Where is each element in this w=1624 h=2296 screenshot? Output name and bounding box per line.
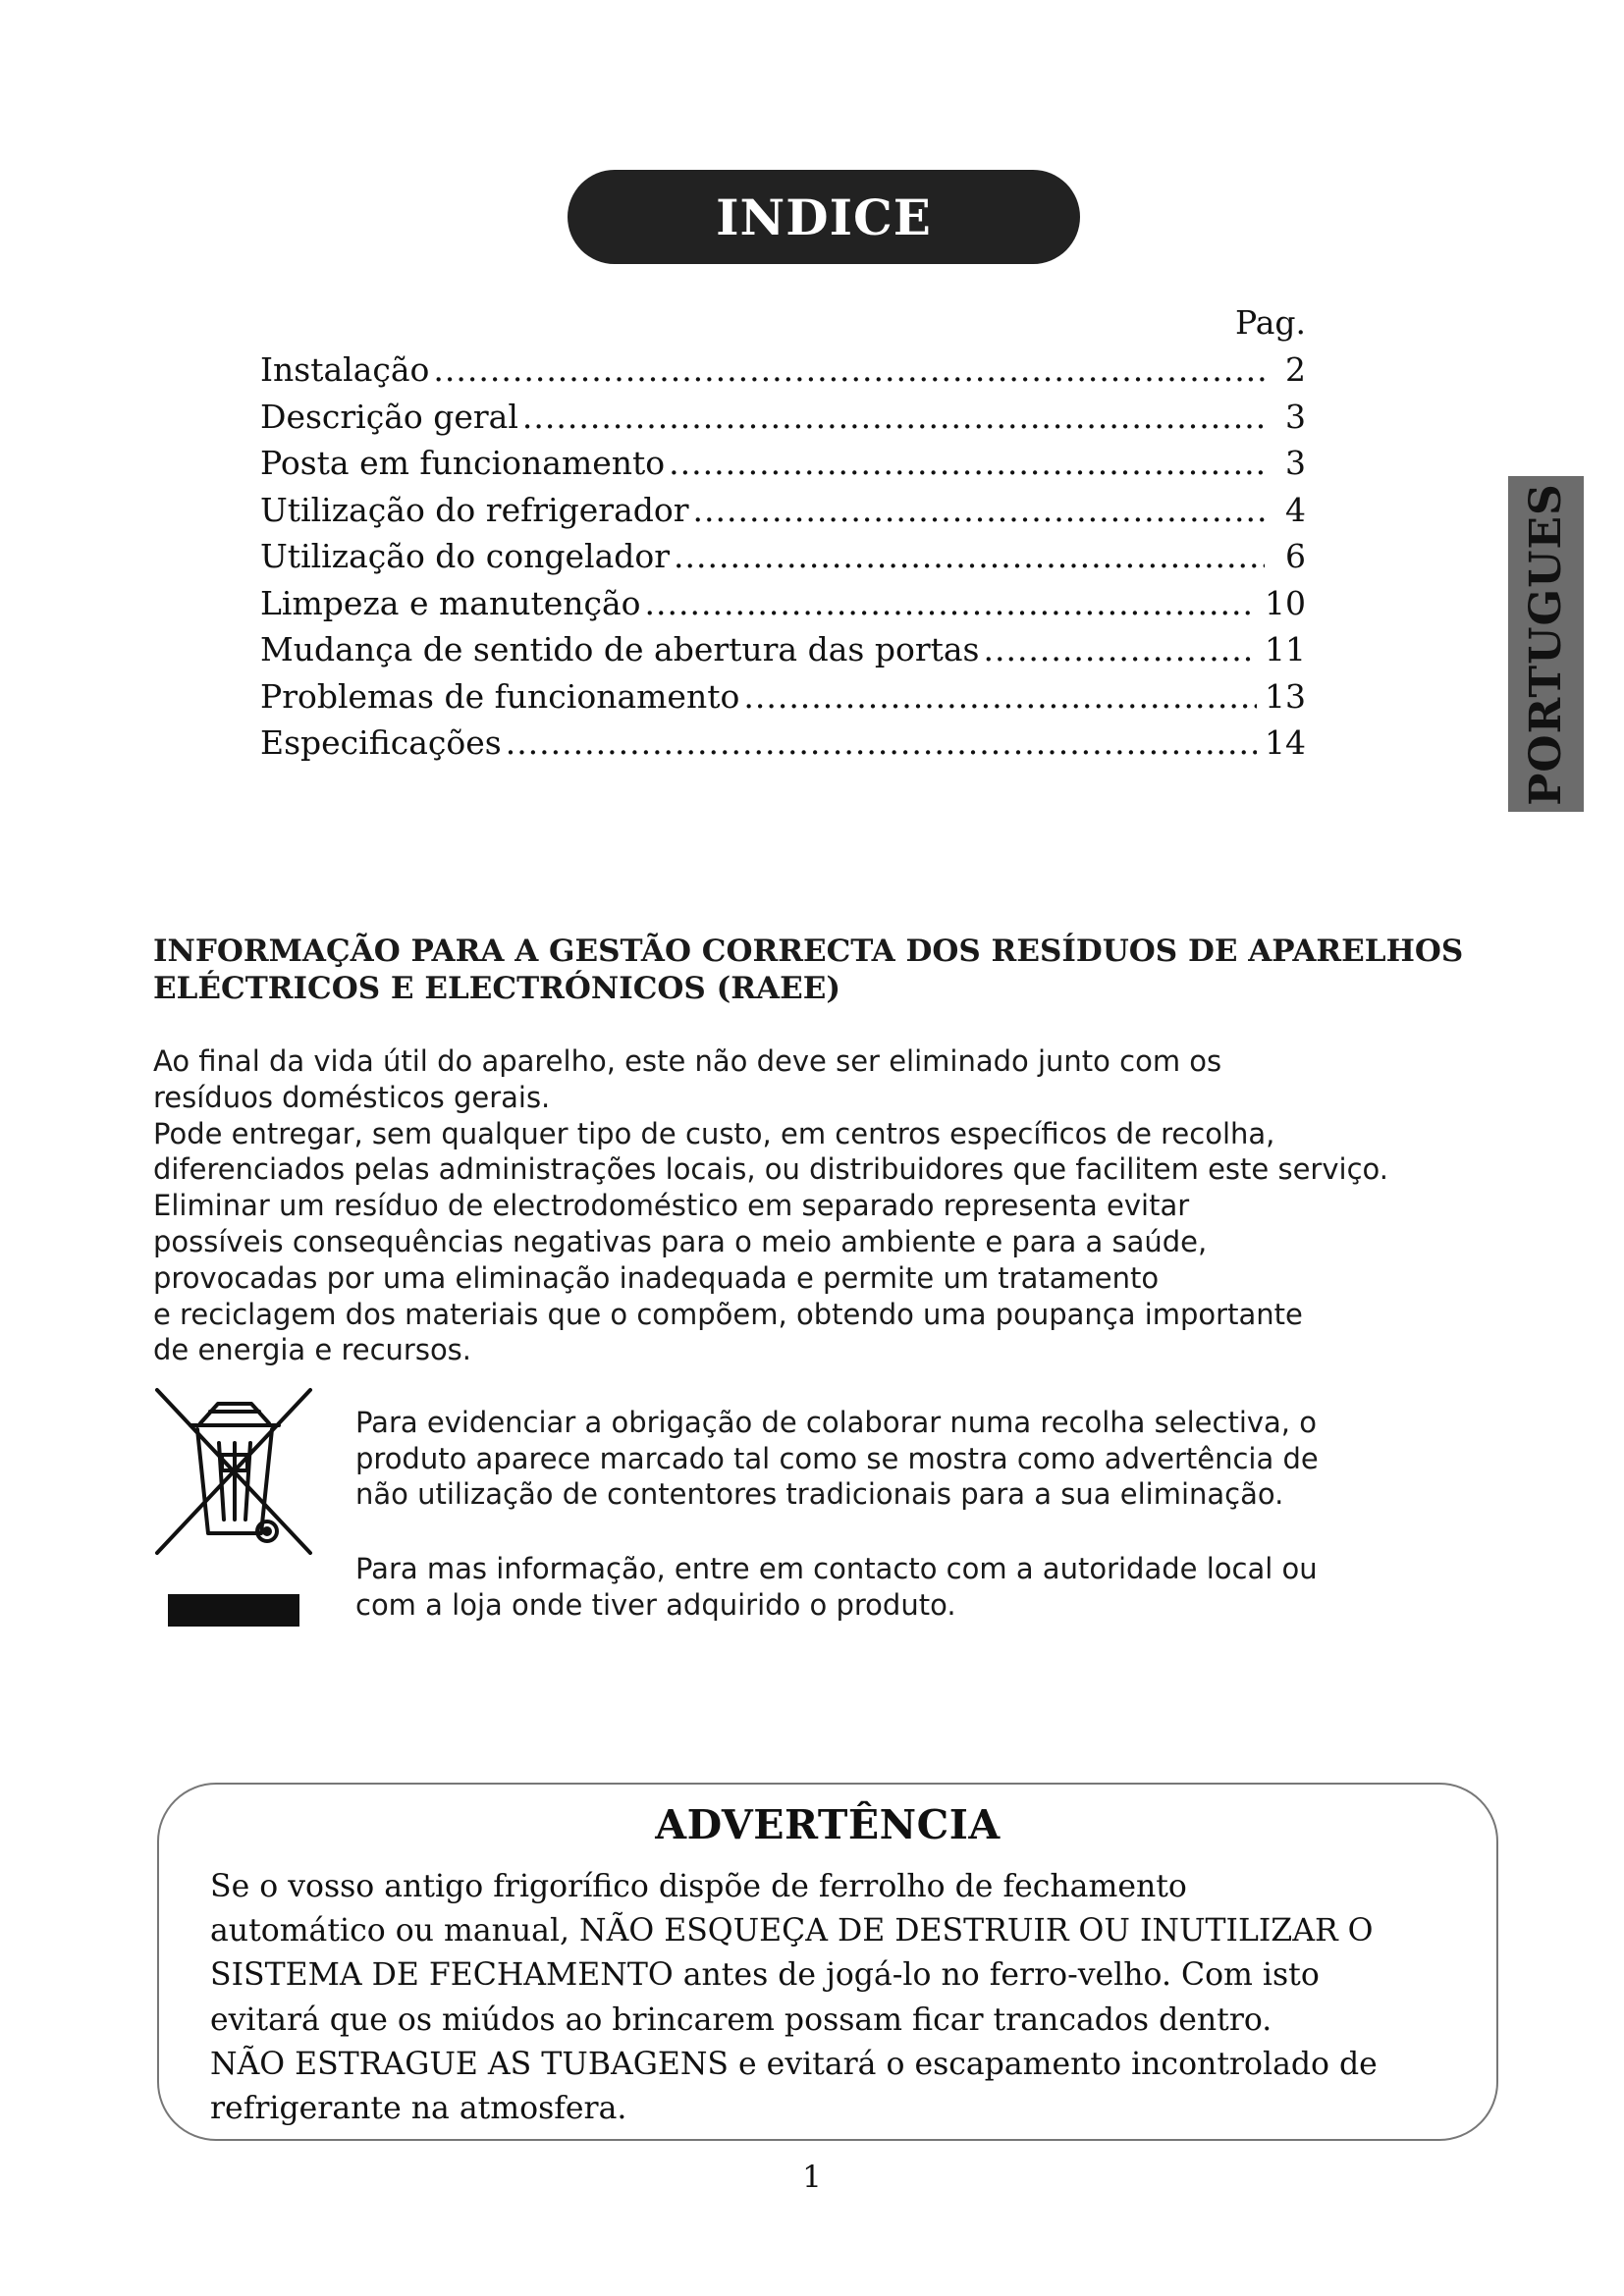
weee-body-line: Ao final da vida útil do aparelho, este não deve ser eliminado junto com os (153, 1044, 1222, 1078)
toc-page-header: Pag. (1234, 303, 1306, 342)
toc-entry-page: 13 (1265, 676, 1306, 716)
toc-entry-label: Posta em funcionamento (260, 444, 666, 482)
weee-symbol-paragraph (355, 1405, 1534, 1513)
weee-body-line: Eliminar um resíduo de electrodoméstico em separado representa evitar (153, 1189, 1190, 1223)
symbol-paragraph-line: produto aparece marcado tal como se mostra como advertência de (355, 1441, 1319, 1475)
weee-body-line: e reciclagem dos materiais que o compõem, obtendo uma poupança importante (153, 1297, 1303, 1331)
weee-contact-paragraph (355, 1551, 1534, 1623)
toc-entry[interactable] (260, 673, 1306, 721)
toc-entry[interactable] (260, 487, 1306, 534)
warning-line: NÃO ESTRAGUE AS TUBAGENS e evitará o escapamento incontrolado de (210, 2046, 1378, 2082)
toc-entry-page: 14 (1265, 723, 1306, 762)
weee-body-line: diferenciados pelas administrações locais, ou distribuidores que facilitem este serviço. (153, 1152, 1388, 1187)
toc-entry-label: Instalação (260, 350, 430, 389)
index-title-banner (568, 170, 1080, 264)
separate-collection-bar (168, 1594, 299, 1627)
toc-entry-label: Problemas de funcionamento (260, 676, 740, 716)
warning-line: Se o vosso antigo frigorífico dispõe de ferrolho de fechamento (210, 1869, 1187, 1904)
table-of-contents (260, 299, 1306, 767)
toc-entry-label: Limpeza e manutenção (260, 583, 641, 622)
page-number: 1 (802, 2160, 822, 2195)
warning-body (210, 1865, 1487, 2131)
weee-body-line: Pode entregar, sem qualquer tipo de custo, em centros específicos de recolha, (153, 1116, 1275, 1150)
warning-line: automático ou manual, NÃO ESQUEÇA DE DESTRUIR OU INUTILIZAR O (210, 1913, 1374, 1949)
symbol-paragraph-line: Para evidenciar a obrigação de colaborar numa recolha selectiva, o (355, 1406, 1317, 1439)
index-title: INDICE (716, 187, 932, 246)
toc-entry-label: Mudança de sentido de abertura das portas (260, 630, 980, 668)
weee-body-line: possíveis consequências negativas para o meio ambiente e para a saúde, (153, 1224, 1208, 1258)
weee-body-line: resíduos domésticos gerais. (153, 1080, 551, 1114)
toc-entry[interactable] (260, 720, 1306, 767)
warning-line: evitará que os miúdos ao brincarem possam ficar trancados dentro. (210, 2002, 1272, 2038)
toc-entry-label: Utilização do congelador (260, 537, 671, 575)
weee-heading-line: ELÉCTRICOS E ELECTRÓNICOS (RAEE) (153, 971, 840, 1006)
weee-body-line: de energia e recursos. (153, 1333, 472, 1367)
toc-entry[interactable] (260, 440, 1306, 487)
warning-title: ADVERTÊNCIA (655, 1801, 1001, 1848)
weee-body (153, 1043, 1528, 1368)
toc-entry-page: 6 (1285, 537, 1306, 575)
crossed-out-bin-icon (153, 1386, 315, 1558)
contact-paragraph-line: com a loja onde tiver adquirido o produto. (355, 1587, 956, 1622)
toc-entry[interactable] (260, 347, 1306, 394)
toc-entry-page: 2 (1285, 350, 1306, 389)
toc-entry[interactable] (260, 580, 1306, 627)
symbol-paragraph-line: não utilização de contentores tradicionais para a sua eliminação. (355, 1477, 1284, 1511)
warning-line: SISTEMA DE FECHAMENTO antes de jogá-lo no ferro-velho. Com isto (210, 1957, 1320, 1994)
toc-entry-page: 10 (1265, 583, 1306, 622)
contact-paragraph-line: Para mas informação, entre em contacto com a autoridade local ou (355, 1552, 1318, 1585)
language-side-tab (1508, 476, 1584, 812)
language-side-tab-label: PORTUGUES (1521, 482, 1571, 806)
weee-heading (153, 933, 1528, 1007)
toc-entry-page: 3 (1285, 397, 1306, 436)
toc-entry-label: Descrição geral (260, 397, 518, 436)
toc-entry-label: Especificações (260, 723, 502, 762)
toc-entry[interactable] (260, 394, 1306, 441)
toc-entry-page: 11 (1265, 630, 1306, 668)
toc-entry-label: Utilização do refrigerador (260, 490, 689, 529)
weee-body-line: provocadas por uma eliminação inadequada e permite um tratamento (153, 1260, 1160, 1295)
warning-line: refrigerante na atmosfera. (210, 2091, 627, 2127)
weee-heading-line: INFORMAÇÃO PARA A GESTÃO CORRECTA DOS RESÍDUOS DE APARELHOS (153, 934, 1464, 969)
toc-entry[interactable] (260, 533, 1306, 580)
toc-entry[interactable] (260, 626, 1306, 673)
toc-entry-page: 3 (1285, 444, 1306, 482)
toc-entry-page: 4 (1285, 490, 1306, 529)
